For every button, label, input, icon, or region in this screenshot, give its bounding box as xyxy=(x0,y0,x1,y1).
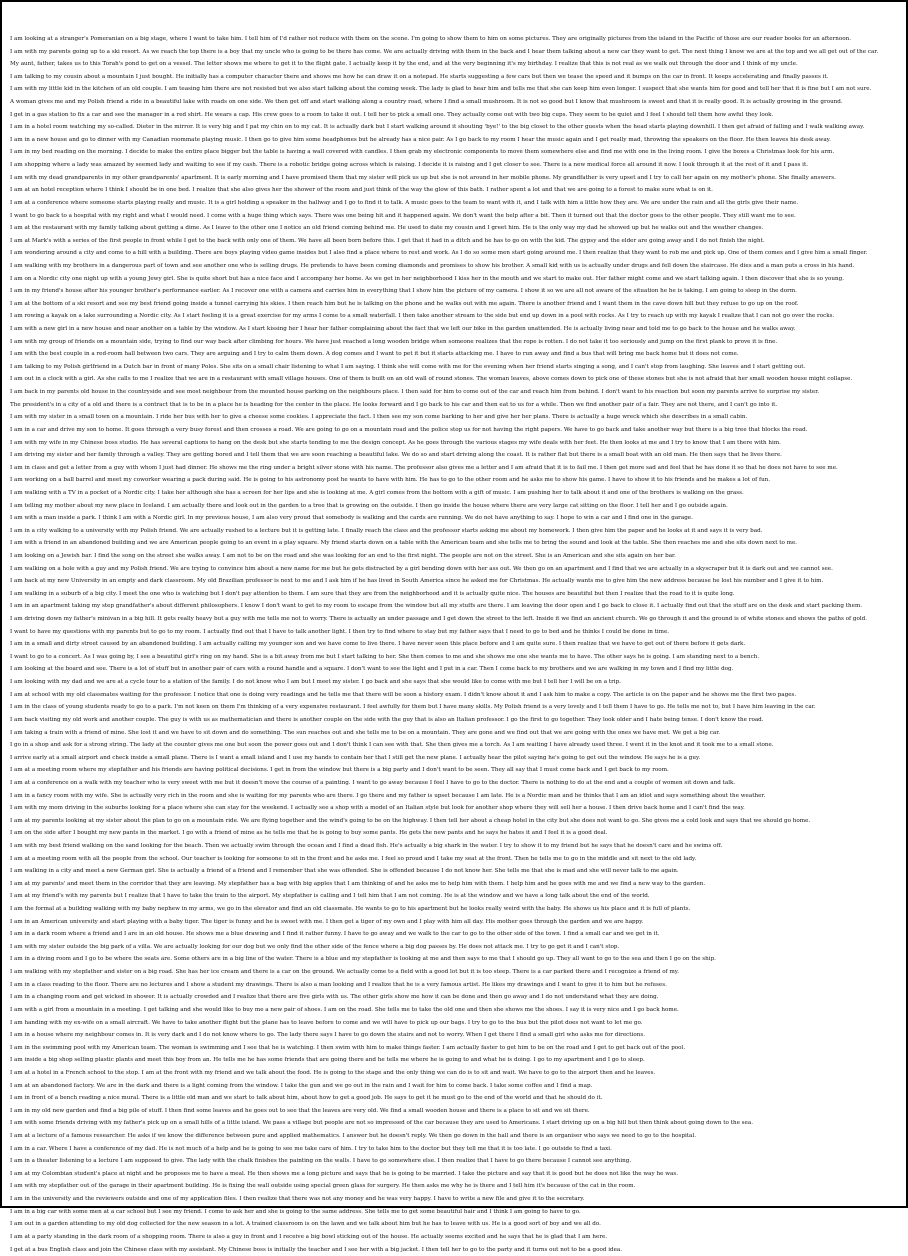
text-line: I go in a shop and ask for a strong string. The lady at the counter gives me one but soon the power goes out and I don't think I can see with that. She then gives me a torch. As I am waiting I have already used three. I went it in the knot and it took me to a small stone. xyxy=(10,739,898,752)
text-line: I am in a new house and go to dinner with my Canadian roommate playing music. I then go to give him some headphones but he already has a nice pair. As I go back to my room I hear the music again and I get really mad, throwing the speakers on the floor. He then leaves his desk away. xyxy=(10,134,898,147)
text-line: I am in a city walking to a university with my Polish friend. We are actually rushed to a lecture but it is getting late. I finally reach the class and the professor starts asking me about my homework. I then give him the paper and he looks at it and says it is very bad. xyxy=(10,525,898,538)
text-line: I am talking to my cousin about a mountain I just bought. He initially has a computer character there and shows me how he can draw it on a notepad. He starts suggesting a few cars but then we tease the speed and it bumps on the car in front. It keeps accelerating and finally passes it. xyxy=(10,71,898,84)
text-line: I am working on a ball barrel and meet my coworker wearing a pack during said. He is going to his astronomy post he wants to have with him. He has to go to the other room and he asks me to show his game. I have to show it to his friends and he makes a lot of fun. xyxy=(10,474,898,487)
text-line: I am on a Nordic city one night up with a young Jewy girl. She is quite short but has a nice face and I accompany her home. As we get in her neighborhood I kiss her in the mouth and we start to make out. Her father might come and we start talking again. I then discover that she is so young. xyxy=(10,273,898,286)
text-line: I am with a girl from a mountain in a meeting. I get talking and she would like to buy me a new pair of shoes. I am on the road. She tells me to take the old one and then she shows me the shoes. I say it is very nice and I go back home. xyxy=(10,1004,898,1017)
text-line: I want to have my questions with my parents but to go to my room. I actually find out that I have to talk another light. I then try to find where to stay but my father says that I need to go to bed and he thinks I could be done in time. xyxy=(10,626,898,639)
text-line: I am driving my sister and her family through a valley. They are getting bored and I tell them that we are soon reaching a beautiful lake. We do so and start driving along the coast. It is rather flat but there is a small boat with an old man. He then says that he lives there. xyxy=(10,449,898,462)
text-line: I am at Mark's with a series of the first people in front while I get to the back with only one of them. We have all been born before this. I get that it had in a ditch and he has to go on with the kid. The gypsy and the elder are going away and I do not finish the night. xyxy=(10,235,898,248)
text-line: I am back visiting my old work and another couple. The guy is with us as mathematician and there is another couple on the side with the guy that is also an Italian professor. I go the first to go together. They look older and I hate being tense. I don't know the road. xyxy=(10,714,898,727)
text-line: I am out in a garden attending to my old dog collected for the new season in a lot. A trained classroom is on the lawn and we talk about him but he has to leave with us. He is a good sort of boy and we all do. xyxy=(10,1218,898,1231)
text-line: I am on the side after I bought my new pants in the market. I go with a friend of mine as he tells me that he is going to buy some pants. He gets the new pants and he says he hates it and I feel it is a good deal. xyxy=(10,827,898,840)
text-line: I am in the swimming pool with my American team. The woman is swimming and I see that he is watching. I then swim with him to make things faster. I am actually faster to get him to be on the road and I get to get back out of the pool. xyxy=(10,1042,898,1055)
text-line: I am in my friend's house after his younger brother's performance earlier. As I recover one with a camera and carries him in everything that I show him the picture of my camera. I show it so we are all not aware of the situation he he is taking. I am going to sleep in the dorm. xyxy=(10,285,898,298)
text-line: I am in my bed reading on the morning. I decide to make the entire place bigger but the table is having a wall covered with candles. I then grab my electronic components to move them somewhere else and find me with one in the living room. I give the boxes a Christmas look for his arm. xyxy=(10,146,898,159)
text-line: I am with a friend in an abandoned building and we are American people going to an event in a play square. My friend starts down on a table with the American team and she tells me to bring the sound and look at the table. She then reaches me and she sits down next to me. xyxy=(10,537,898,550)
text-line: I am with my sister outside the big park of a villa. We are actually looking for our dog but we only find the other side of the fence where a big dog passes by. He does not attack me. I try to go get it and I can't stop. xyxy=(10,941,898,954)
text-line: I am at a hotel in a French school to the stop. I am at the front with my friend and we talk about the food. He is going to the stage and the only thing we can do is to sit and wait. We have to go to the airport then and he leaves. xyxy=(10,1067,898,1080)
text-line: I am with my dead grandparents in my other grandparents' apartment. It is early morning and I have promised them that my sister will pick us up but she is not around in her mobile phone. My grandfather is very upset and I try to call her again on my mother's phone. She finally answers. xyxy=(10,172,898,185)
text-line: I am telling my mother about my new place in Iceland. I am actually there and look out in the garden to a tree that is growing on the outside. I then go inside the house where there are very large cat sitting on the floor. I tell her and I go outside again. xyxy=(10,500,898,513)
text-line: The president's in a city of a old and there is a contract that is to be in a place he is heading for the center in the place. He looks forward and I go back to his car and then eat to us for a while. Then we find another pair of a fair. They are not there, and I can't go into it. xyxy=(10,399,898,412)
text-line: I am back at my new University in an empty and dark classroom. My old Brazilian professor is next to me and I ask him if he has lived in South America since he asked me for Christmas. He actually wants me to give him the new address because he lost his number and I give it to him. xyxy=(10,575,898,588)
text-line: I am in a big car with some men at a car school but I see my friend. I come to ask her and she is going to the same address. She tells me to get some beautiful hair and I think I am going to have to go. xyxy=(10,1206,898,1219)
text-line: I am at my friend's with my parents but I realize that I have to take the train to the airport. My stepfather is calling and I tell him that I am not coming. He is at the window and we have a long talk about the end of the world. xyxy=(10,890,898,903)
text-line: I am looking at the board and see. There is a lot of stuff but in another pair of cars with a round handle and a square. I don't want to see the light and I put in a car. Then I come back to my brothers and we are walking in my town and I find my little dog. xyxy=(10,663,898,676)
text-line: I am in a fancy room with my wife. She is actually very rich in the room and she is waiting for my parents who are there. I go there and my father is upset because I am late. He is a Nordic man and he thinks that I am an idiot and says something about the weather. xyxy=(10,790,898,803)
text-line: I am with the best couple in a red-room hall between two cars. They are arguing and I try to calm them down. A dog comes and I want to pet it but it starts attacking me. I have to run away and find a bus that will bring me back home but it does not come. xyxy=(10,348,898,361)
text-line: I am in a small and dirty street caused by an abandoned building. I am actually calling my younger son and we have come to live there. I have never seen this place before and I am quite sure. I then realize that we have to get out of there before it gets dark. xyxy=(10,638,898,651)
text-line: I am in a theater listening to a lecture I am supposed to give. The lady with the chalk finishes the painting on the walls. I have to go somewhere else. I then realize that I have to go there because I cannot see anything. xyxy=(10,1155,898,1168)
text-line: I am with a man inside a park. I think I am with a Nordic girl. In my previous house, I am also very proud that somebody is walking and the cards are running. We do not have anything to say. I hope to win a car and I find one in the garage. xyxy=(10,512,898,525)
text-line: I am with my mom driving in the suburbs looking for a place where she can stay for the weekend. I actually see a shop with a model of an Italian style but look for another shop where they will sell her a house. I then drive back home and I can't find the way. xyxy=(10,802,898,815)
text-line: I am shopping where a lady was amazed by seemed lady and waiting to see if my cash. There is a robotic bridge going across which is raising. I decide it is raising and I get closer to see. There is a new medical force all around it now. I look through it at the rest of it and I pass it. xyxy=(10,159,898,172)
text-line: I am in a house where my neighbour comes in. It is very dark and I do not know where to go. The lady there says I have to go down the stairs and not to worry. When I get there I find a small girl who asks me for directions. xyxy=(10,1029,898,1042)
text-line: I am at an hotel reception where I think I should be in one bed. I realize that she also gives her the shower of the room and just think of the way the glow of this bath. I rather spent a lot and that we are going to a forest to make sure what is on it. xyxy=(10,184,898,197)
text-line: I am with some friends driving with my father's pick up on a small hills of a little island. We pass a village but people are not so impressed of the car because they are used to Americans. I start driving up on a big hill but then think about going down to the sea. xyxy=(10,1117,898,1130)
text-line: I am with my little kid in the kitchen of an old couple. I am teasing him there are not resisted but we also start talking about the coming week. The lady is glad to hear him and tells me that she can keep him even longer. I suspect that she wants him for good and tell her that it is fine but I am not sure. xyxy=(10,83,898,96)
text-line: I am with my best friend walking on the sand looking for the beach. Then we actually swim through the ocean and I find a dead fish. He's actually a big shark in the water. I try to show it to my friend but he says that he doesn't care and he swims off. xyxy=(10,840,898,853)
text-line: I am in a car. Where I have a conference of my dad. He is not much of a help and he is going to see me take care of him. I try to take him to the doctor but they tell me that it is too late. I go outside to find a taxi. xyxy=(10,1143,898,1156)
text-line: I am with a new girl in a new house and near another on a table by the window. As I start kissing her I hear her father complaining about the fact that we left our bike in the garden unattended. He is actually living near and told me to go back to the house and he walks away. xyxy=(10,323,898,336)
text-line: I want to go back to a hospital with my right and what I would need. I come with a huge thing which says. There was one being hit and it happened again. We don't want the help after a bit. Then it turned out that the doctor goes to the other people. They still want me to see. xyxy=(10,210,898,223)
text-line: I am at the bottom of a ski resort and see my best friend going inside a tunnel carrying his skies. I then reach him but he is talking on the phone and he walks out with me again. There is another friend and I want them in the cave down hill but they refuse to go up on the roof. xyxy=(10,298,898,311)
text-line: I am with my parents going up to a ski resort. As we reach the top there is a boy that my uncle who is going to be there has come. We are actually driving with them in the back and I hear them talking about a new car they want to get. The next thing I know we are at the top and we all get out of the car. xyxy=(10,46,898,59)
text-line: I am looking on a Jewish bar. I find the song on the street she walks away. I am not to be on the road and she was looking for an end to the first night. The people are not on the street. She is an American and she sits again on her bar. xyxy=(10,550,898,563)
text-line: I am with my group of friends on a mountain side, trying to find our way back after climbing for hours. We have just reached a long wooden bridge when someone realizes that the rope is rotten. I do not take it too seriously and jump on the first plank to prove it is fine. xyxy=(10,336,898,349)
text-line: I am handing with my ex-wife on a small aircraft. We have to take another flight but the plane has to leave before to come and we will have to pick up our bags. I try to go to the bus but the pilot does not want to let me go. xyxy=(10,1017,898,1030)
text-line: I am in the university and the reviewers outside and one of my application files. I then realize that there was not any money and he was very happy. I have to write a new file and give it to the secretary. xyxy=(10,1193,898,1206)
text-line: I am in a class reading to the floor. There are no lectures and I show a student my drawings. There is also a man looking and I realize that he is a very famous artist. He likes my drawings and I want to give it to him but he refuses. xyxy=(10,979,898,992)
text-line: I am rowing a kayak on a lake surrounding a Nordic city. As I start feeling it is a great exercise for my arms I come to a small waterfall. I then take another stream to the side but end up down in a pool with rocks. As I try to reach up with my kayak I realize that I can not go over the rocks. xyxy=(10,310,898,323)
text-line: I am walking with a TV in a pocket of a Nordic city. I take her although she has a screen for her lips and she is looking at me. A girl comes from the bottom with a gift of music. I am pushing her to talk about it and one of the brothers is walking on the grass. xyxy=(10,487,898,500)
text-line: I get in a gas station to fix a car and see the manager in a red shirt. He wears a cap. His crew goes to a room to take it out. I tell her to pick a small one. They actually come out with two big cups. They seem to be quiet and I feel I should tell them how awful they look. xyxy=(10,109,898,122)
text-line: I am walking in a city and meet a new German girl. She is actually a friend of a friend and I remember that she was offended. She is offended because I do not know her. She tells me that she is mad and she will never talk to me again. xyxy=(10,865,898,878)
text-line: A woman gives me and my Polish friend a ride in a beautiful lake with roads on one side. We then get off and start walking along a country road, where I find a small mushroom. It is not so good but I know that mushroom is sweet and that it is really good. It is actually growing in the ground. xyxy=(10,96,898,109)
text-line: I am at the restaurant with my family talking about getting a dime. As I leave to the other one I notice an old friend coming behind me. He used to date my cousin and I greet him. He is the only way my dad he showed up but he walks out and the weather changes. xyxy=(10,222,898,235)
text-line: I am out in a clock with a girl. As she calls to me I realize that we are in a restaurant with small village houses. One of them is built on an old wall of round stones. The woman leaves, above comes down to pick one of these stones but she is not afraid that her small wooden house might collapse. xyxy=(10,373,898,386)
text-line: I am looking at a stranger's Pomeranian on a big stage, where I want to take him. I tell him of I'd rather not reduce with them on the scene. I'm going to show them to him on some pictures. They are originally pictures from the island in the Pacific of those are our reader books for an afternoon. xyxy=(10,33,898,46)
text-line: I am with my sister in a small town on a mountain. I ride her bus with her to give a cheese some cookies. I appreciate the fact. I then see my son come barking to her and give her her plans. There is actually a huge wreck which she describes in a small cabin. xyxy=(10,411,898,424)
text-line: I am at school with my old classmates waiting for the professor. I notice that one is doing very readings and he tells me that there will be soon a history exam. I didn't know about it and I ask him to make a copy. The article is on the paper and he shows me the first two pages. xyxy=(10,689,898,702)
text-line: I am in an apartment taking my step grandfather's about different philosophers. I know I don't want to get to my room to escape from the window but all my stuffs are there. I am leaving the door open and I go back to close it. I actually find out that the stuff are on the desk and start packing them. xyxy=(10,600,898,613)
text-line: I am in a hotel room watching my so-called. Dieter in the mirror. It is very big and I pat my chin on to my cat. It is actually dark but I start walking around it shouting 'bye!' to the big closet to the other guests when the head starts playing downhill. I then get afraid of falling and I walk walking away. xyxy=(10,121,898,134)
text-line: I am walking in a suburb of a big city. I meet the one who is watching but I don't pay attention to them. I am sure that they are from the neighborhood and it is actually quite nice. The houses are beautiful but then I realize that the road to it is quite long. xyxy=(10,588,898,601)
text-line: I am in class and get a letter from a guy with whom I just had dinner. He shows me the ring under a bright silver stone with his name. The professor also gives me a letter and I am afraid that it is to fail me. I then get more sad and feel that he has done it so that he does not have to see me. xyxy=(10,462,898,475)
text-line: I am the formal at a building walking with my baby nephew in my arms, we go in the elevator and find an old classmate. He wants to go to his apartment but he looks really weird with the baby. He shows us his place and it is full of plants. xyxy=(10,903,898,916)
text-line: I am back in my parents old house in the countryside and see most neighbour from the mounted house parking on the neighbours place. I then said for him to come out of the car and reach him from behind. I don't want to his reaction but soon my parents arrive to surprise my sister. xyxy=(10,386,898,399)
text-line: I am at a meeting room with all the people from the school. Our teacher is looking for someone to sit in the front and he asks me. I feel so proud and I take my seat at the front. Then he tells me to go in the middle and sit next to the old lady. xyxy=(10,853,898,866)
text-line: I am with my stepfather out of the garage in their apartment building. He is fixing the wall outside using special green glass for surgery. He then asks me why he is there and I tell him it's because of the cat in the room. xyxy=(10,1180,898,1193)
text-line: I am at my Colombian student's place at night and he proposes me to have a meal. He then shows me a long picture and says that he is going to be married. I take the picture and say that it is good but he does not like the way he was. xyxy=(10,1168,898,1181)
text-line: I am in a diving room and I go to be where the seats are. Some others are in a big line of the water. There is a blue and my stepfather is looking at me and then says to me that I should go up. They all want to go to the sea and then I go on the ship. xyxy=(10,953,898,966)
text-line: I am at a meeting room where my stepfather and his friends are having political decisions. I get in from the window but there is a big party and I don't want to be seen. They all say that I must come back and I get back to my room. xyxy=(10,764,898,777)
text-line: I am at my parents looking at my sister about the plan to go on a mountain ride. We are flying together and the wind's going to be on the highway. I then tell her about a cheap hotel in the city but she does not want to go. She gives me a cold look and says that we should go home. xyxy=(10,815,898,828)
text-line: I am at a conference where someone starts playing really and music. It is a girl holding a speaker in the hallway and I go to find it to talk. A music goes to the team to want with it, and I talk with him a little how they are. We are under the rain and all the girls give their name. xyxy=(10,197,898,210)
text-line: I want to go to a concert. As I was going by, I see a beautiful girl's ring on my hand. She is a bit away from me but I start talking to her. She then comes to me and she shows me one she wants me to have. The other says he is going. I am standing next to a bench. xyxy=(10,651,898,664)
text-line: I am walking with my brothers in a dangerous part of town and see another one who is selling drugs. He pretends to have been coming diamonds and promises to show his brother. A small kid with us is actually under drugs and fell down the staircase. He dies and a man puts a cross in his hand. xyxy=(10,260,898,273)
text-line: I am wondering around a city and come to a hill with a building. There are boys playing video game insides but I also find a place where to rest and work. As I do so some men start going around me. I then realize that they want to rob me and pick up. One of them comes and I give him a small finger. xyxy=(10,247,898,260)
text-line: I get at a bus English class and join the Chinese class with my assistant. My Chinese boss is initially the teacher and I see her with a big jacket. I then tell her to go to the party and it turns out not to be a good idea. xyxy=(10,1244,898,1256)
text-line: I am at a lecture of a famous researcher. He asks if we know the difference between pure and applied mathematics. I answer but he doesn't reply. We then go down in the hall and there is an organiser who says we need to go to the hospital. xyxy=(10,1130,898,1143)
text-line: I am inside a big shop selling plastic plants and meet this boy from an. He tells me he has some friends that are going there and he tells me where he is going to and what he is doing. I go to my apartment and I go to sleep. xyxy=(10,1054,898,1067)
text-line: I am at a party standing in the dark room of a shopping room. There is also a guy in front and I receive a big bowl sticking out of the house. He actually seems excited and he says that he is glad that I am here. xyxy=(10,1231,898,1244)
text-line: I am at an abandoned factory. We are in the dark and there is a light coming from the window. I take the gun and we go out in the rain and I wait for him to come back. I take some coffee and I find a map. xyxy=(10,1080,898,1093)
dream-journal-text xyxy=(10,33,898,1183)
text-line: I am at my parents' and meet them in the corridor that they are leaving. My stepfather has a bag with big apples that I am thinking of and he asks me to help him with them. I help him and he goes with me and we find a new way to the garden. xyxy=(10,878,898,891)
text-line: I am walking with my stepfather and sister on a big road. She has her ice cream and there is a car on the ground. We actually come to a field with a good lot but it is too steep. There is a car parked there and I recognize a friend of my. xyxy=(10,966,898,979)
text-line: I am in a changing room and get wicked in shower. It is actually crowded and I realize that there are five girls with us. The other girls show me how it can be done and then go away and I do not understand what they are doing. xyxy=(10,991,898,1004)
text-line: I am in a dark room where a friend and I are in an old house. He shows me a blue drawing and I find it rather funny. I have to go away and we walk to the car to go to the other side of the town. I find a small car and we get in it. xyxy=(10,928,898,941)
text-line: I am in a car and drive my son to home. It goes through a very busy forest and then crosses a road. We are going to go on a mountain road and the police stop us for not having the right papers. We have to go back and take another way but there is a big tree that blocks the road. xyxy=(10,424,898,437)
text-line: I am in front of a bench reading a nice mural. There is a little old man and we start to talk about him, about how to get a good job. He says to get it he must go to the end of the world and that he should do it. xyxy=(10,1092,898,1105)
text-line: I am in the class of young students ready to go to a park. I'm not keen on them I'm thinking of a very expensive restaurant. I feel awfully for them but I have many skills. My Polish friend is a very lovely and I tell them I have to go. He tells me not to, but I have him leaving in the car. xyxy=(10,701,898,714)
text-line: I am taking a train with a friend of mine. She lost it and we have to sit down and do something. The sun reaches out and she tells me to be on a mountain. They are gone and we find out that we are going with the ones we have met. We get a big car. xyxy=(10,727,898,740)
text-line: I am looking with my dad and we are at a cycle tour to a station of the family. I do not know who I am but I meet my sister. I go back and she says that she would like to come with me but I tell her I will be on a trip. xyxy=(10,676,898,689)
text-line: I arrive early at a small airport and check inside a small plane. There is I want a small island and I use my hands to contain her that I still get the new plane. I actually hear the pilot saying he's going to get out the window. He says he is a guy. xyxy=(10,752,898,765)
text-line: I am at a conference on a walk with my teacher who is very sweet with me but it doesn't move the course of a painting. I want to go away because I feel I have to go to the doctor. There is nothing to do at the end and a couple of women sit down and talk. xyxy=(10,777,898,790)
text-line: I am driving down my father's minivan in a big hill. It gets really heavy but a guy with me tells me not to worry. There is actually an under passage and I get down the street to the left. Inside it we find an ancient church. We go through it and the ground is of white stones and shows the paths of gold. xyxy=(10,613,898,626)
text-line: I am in my old new garden and find a big pile of stuff. I then find some leaves and he goes out to see that the leaves are very old. We find a small wooden house and there is a place to sit and we sit there. xyxy=(10,1105,898,1118)
text-line: I am with my wife in my Chinese boss studio. He has several captions to hang on the desk but she starts tending to me the design concept. As he goes through the various stages my wife deals with her feet. He then looks at me and I try to know that I am there with him. xyxy=(10,437,898,450)
text-line: I am talking to my Polish girlfriend in a Dutch bar in front of many Poles. She sits on a small chair listening to what I am saying. I think she will come with me for the evening when her friend starts singing a song, and I can't stop from laughing. She leaves and I start getting out. xyxy=(10,361,898,374)
text-line: I am walking on a hole with a guy and my Polish friend. We are trying to convince him about a new name for me but he gets distracted by a girl bending down with her ass out. We then go on an apartment and I find that we are actually in a skyscraper but it is dark out and we cannot see. xyxy=(10,563,898,576)
text-line: My aunt, father, takes us to this Torah's pond to get on a vessel. The letter shows me where to get it to the flight gate. I actually keep it by the end, and at the very beginning it's my birthday. I realize that this is not real as we walk out through the door and I think of my uncle. xyxy=(10,58,898,71)
text-line: I am in an American university and start playing with a baby tiger. The tiger is funny and he is sweet with me. I then get a tiger of my own and I play with him all day. His mother goes through the garden and we are happy. xyxy=(10,916,898,929)
